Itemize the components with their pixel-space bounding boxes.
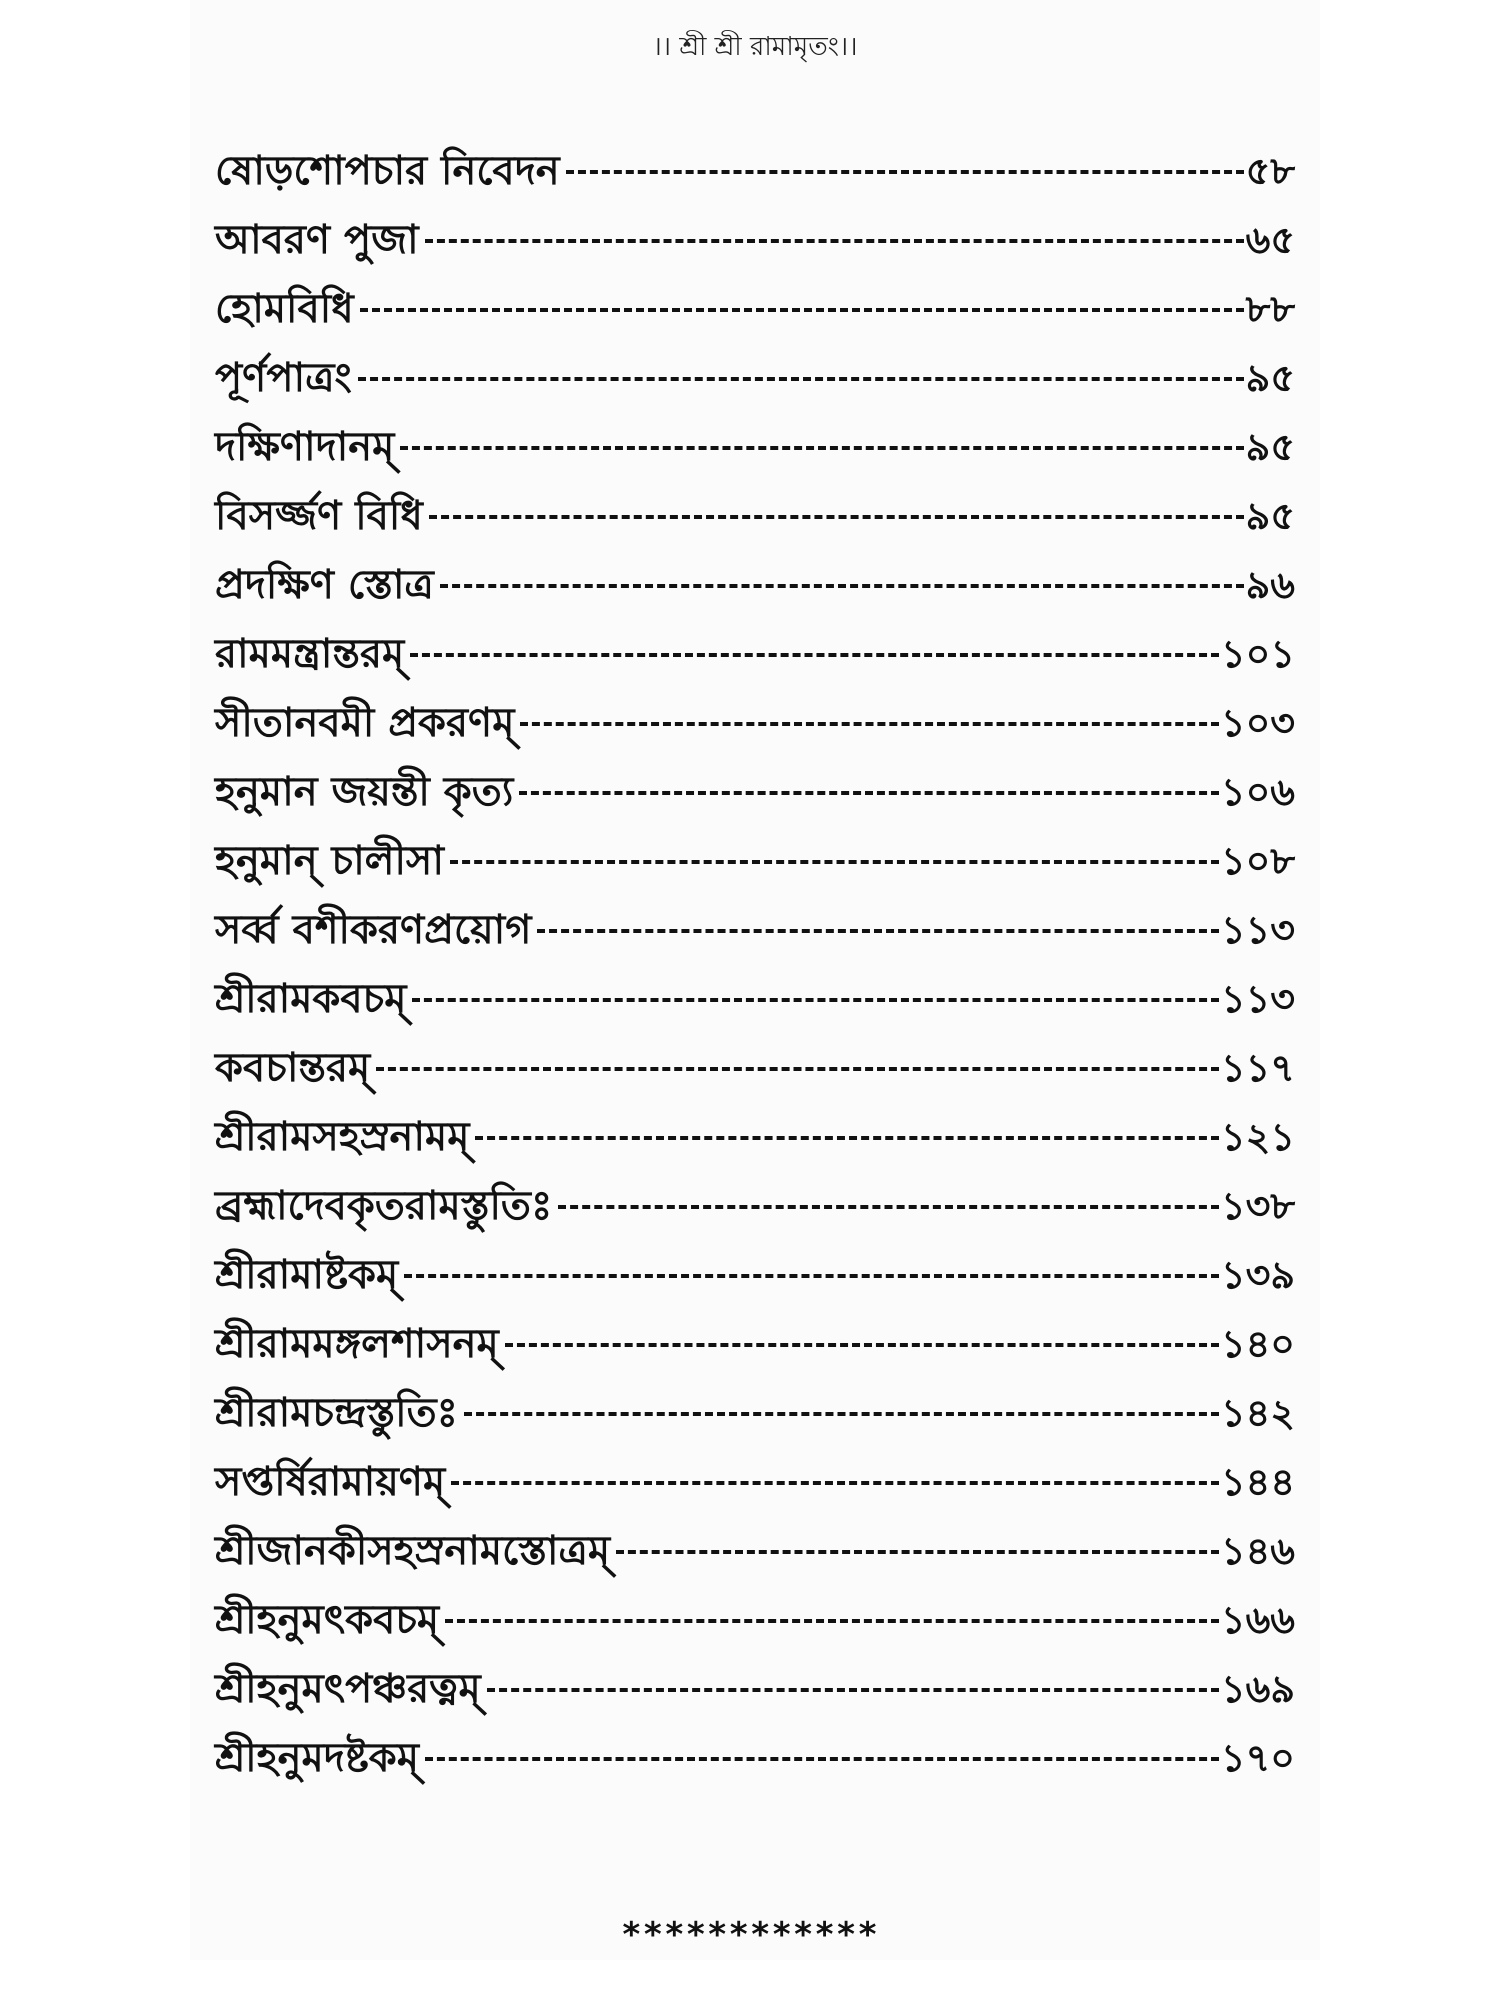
toc-entry-title: শ্রীরামচন্দ্রস্তুতিঃ bbox=[215, 1390, 458, 1436]
toc-entry-page-number: ১৪৪ bbox=[1221, 1460, 1295, 1505]
toc-entry-page-number: ১৭০ bbox=[1220, 1736, 1295, 1781]
toc-dash-leader bbox=[475, 1136, 1219, 1140]
toc-entry bbox=[215, 608, 1295, 677]
toc-entry-page-number: ১২১ bbox=[1220, 1115, 1295, 1160]
toc-dash-leader bbox=[487, 1688, 1219, 1692]
toc-entry-title: হোমবিধি bbox=[215, 286, 354, 332]
toc-entry bbox=[215, 332, 1295, 401]
toc-entry-title: পূর্ণপাত্রং bbox=[215, 355, 352, 401]
toc-entry-title: শ্রীজানকীসহস্রনামস্তোত্রম্ bbox=[215, 1528, 611, 1574]
end-of-section-mark: ************ bbox=[621, 1915, 879, 1955]
toc-entry-page-number: ৮৮ bbox=[1245, 287, 1295, 332]
toc-dash-leader bbox=[358, 377, 1244, 381]
toc-entry-page-number: ১১৩ bbox=[1220, 908, 1295, 953]
toc-entry bbox=[215, 677, 1295, 746]
toc-entry-page-number: ৯৬ bbox=[1245, 563, 1295, 608]
toc-entry-page-number: ৯৫ bbox=[1245, 494, 1295, 539]
toc-entry-title: কবচান্তরম্ bbox=[215, 1045, 371, 1091]
toc-entry bbox=[215, 194, 1295, 263]
toc-entry-title: সপ্তর্ষিরামায়ণম্ bbox=[215, 1459, 446, 1505]
toc-dash-leader bbox=[451, 1481, 1219, 1485]
toc-entry bbox=[215, 263, 1295, 332]
toc-entry bbox=[215, 1229, 1295, 1298]
toc-entry-title: শ্রীহনুমৎকবচম্ bbox=[215, 1597, 440, 1643]
toc-entry-title: শ্রীরামাষ্টকম্ bbox=[215, 1252, 399, 1298]
toc-entry-page-number: ৫৮ bbox=[1245, 149, 1295, 194]
toc-entry-title: শ্রীরামকবচম্ bbox=[215, 976, 407, 1022]
toc-entry bbox=[215, 746, 1295, 815]
toc-entry-title: শ্রীহনুমদষ্টকম্ bbox=[215, 1735, 419, 1781]
toc-entry-title: বিসর্জ্জণ বিধি bbox=[215, 493, 423, 539]
toc-entry-title: ষোড়শোপচার নিবেদন bbox=[215, 148, 560, 194]
toc-entry-page-number: ১০৬ bbox=[1220, 770, 1295, 815]
toc-dash-leader bbox=[616, 1550, 1219, 1554]
toc-dash-leader bbox=[537, 929, 1219, 933]
toc-entry bbox=[215, 815, 1295, 884]
toc-dash-leader bbox=[360, 308, 1244, 312]
toc-dash-leader bbox=[558, 1205, 1219, 1209]
toc-dash-leader bbox=[445, 1619, 1219, 1623]
toc-entry bbox=[215, 125, 1295, 194]
toc-dash-leader bbox=[505, 1343, 1219, 1347]
toc-entry bbox=[215, 539, 1295, 608]
toc-entry bbox=[215, 1643, 1295, 1712]
toc-entry bbox=[215, 953, 1295, 1022]
toc-entry bbox=[215, 1367, 1295, 1436]
toc-entry-page-number: ৯৫ bbox=[1245, 356, 1295, 401]
toc-dash-leader bbox=[520, 722, 1218, 726]
running-header: ।। শ্রী শ্রী রামামৃতং।। bbox=[652, 32, 858, 62]
table-of-contents bbox=[215, 125, 1295, 1781]
toc-entry bbox=[215, 1298, 1295, 1367]
toc-entry bbox=[215, 1091, 1295, 1160]
toc-entry-page-number: ৯৫ bbox=[1245, 425, 1295, 470]
toc-entry-title: হনুমান্ চালীসা bbox=[215, 838, 444, 884]
toc-entry-page-number: ১৬৬ bbox=[1220, 1598, 1295, 1643]
toc-entry-title: সর্ব্ব বশীকরণপ্রয়োগ bbox=[215, 907, 532, 953]
toc-entry-page-number: ১৪৬ bbox=[1220, 1529, 1295, 1574]
toc-dash-leader bbox=[376, 1067, 1219, 1071]
toc-entry-title: শ্রীরামসহস্রনামম্ bbox=[215, 1114, 470, 1160]
toc-entry bbox=[215, 470, 1295, 539]
toc-entry bbox=[215, 1505, 1295, 1574]
toc-entry bbox=[215, 1160, 1295, 1229]
toc-entry-title: শ্রীরামমঙ্গলশাসনম্ bbox=[215, 1321, 499, 1367]
toc-entry bbox=[215, 401, 1295, 470]
toc-entry bbox=[215, 884, 1295, 953]
toc-dash-leader bbox=[566, 170, 1244, 174]
toc-dash-leader bbox=[400, 446, 1243, 450]
toc-entry-title: হনুমান জয়ন্তী কৃত্য bbox=[215, 769, 514, 815]
toc-dash-leader bbox=[410, 653, 1219, 657]
toc-entry-page-number: ১৬৯ bbox=[1220, 1667, 1295, 1712]
toc-entry-title: রামমন্ত্রান্তরম্ bbox=[215, 631, 405, 677]
toc-entry-title: ব্রহ্মাদেবকৃতরামস্তুতিঃ bbox=[215, 1183, 553, 1229]
toc-dash-leader bbox=[429, 515, 1244, 519]
toc-entry-page-number: ১৩৯ bbox=[1220, 1253, 1295, 1298]
toc-entry-page-number: ১০৮ bbox=[1220, 839, 1295, 884]
toc-entry-title: প্রদক্ষিণ স্তোত্র bbox=[215, 562, 434, 608]
toc-entry-page-number: ১০৩ bbox=[1220, 701, 1295, 746]
toc-entry bbox=[215, 1712, 1295, 1781]
toc-entry bbox=[215, 1574, 1295, 1643]
toc-dash-leader bbox=[425, 1757, 1219, 1761]
toc-dash-leader bbox=[519, 791, 1219, 795]
toc-entry-page-number: ১৪২ bbox=[1220, 1391, 1295, 1436]
toc-entry-page-number: ১৪০ bbox=[1220, 1322, 1295, 1367]
toc-dash-leader bbox=[440, 584, 1244, 588]
toc-entry-title: সীতানবমী প্রকরণম্ bbox=[215, 700, 515, 746]
toc-entry-title: শ্রীহনুমৎপঞ্চরত্নম্ bbox=[215, 1666, 481, 1712]
toc-entry-page-number: ১১৩ bbox=[1220, 977, 1295, 1022]
toc-entry-page-number: ১০১ bbox=[1220, 632, 1295, 677]
toc-dash-leader bbox=[450, 860, 1219, 864]
toc-dash-leader bbox=[425, 239, 1244, 243]
toc-entry-page-number: ১১৭ bbox=[1220, 1046, 1295, 1091]
toc-entry-page-number: ৬৫ bbox=[1245, 218, 1295, 263]
toc-entry-page-number: ১৩৮ bbox=[1220, 1184, 1295, 1229]
toc-dash-leader bbox=[464, 1412, 1219, 1416]
toc-dash-leader bbox=[412, 998, 1218, 1002]
toc-dash-leader bbox=[404, 1274, 1219, 1278]
toc-entry-title: আবরণ পুজা bbox=[215, 217, 419, 263]
toc-entry bbox=[215, 1022, 1295, 1091]
toc-entry-title: দক্ষিণাদানম্ bbox=[215, 424, 395, 470]
toc-entry bbox=[215, 1436, 1295, 1505]
